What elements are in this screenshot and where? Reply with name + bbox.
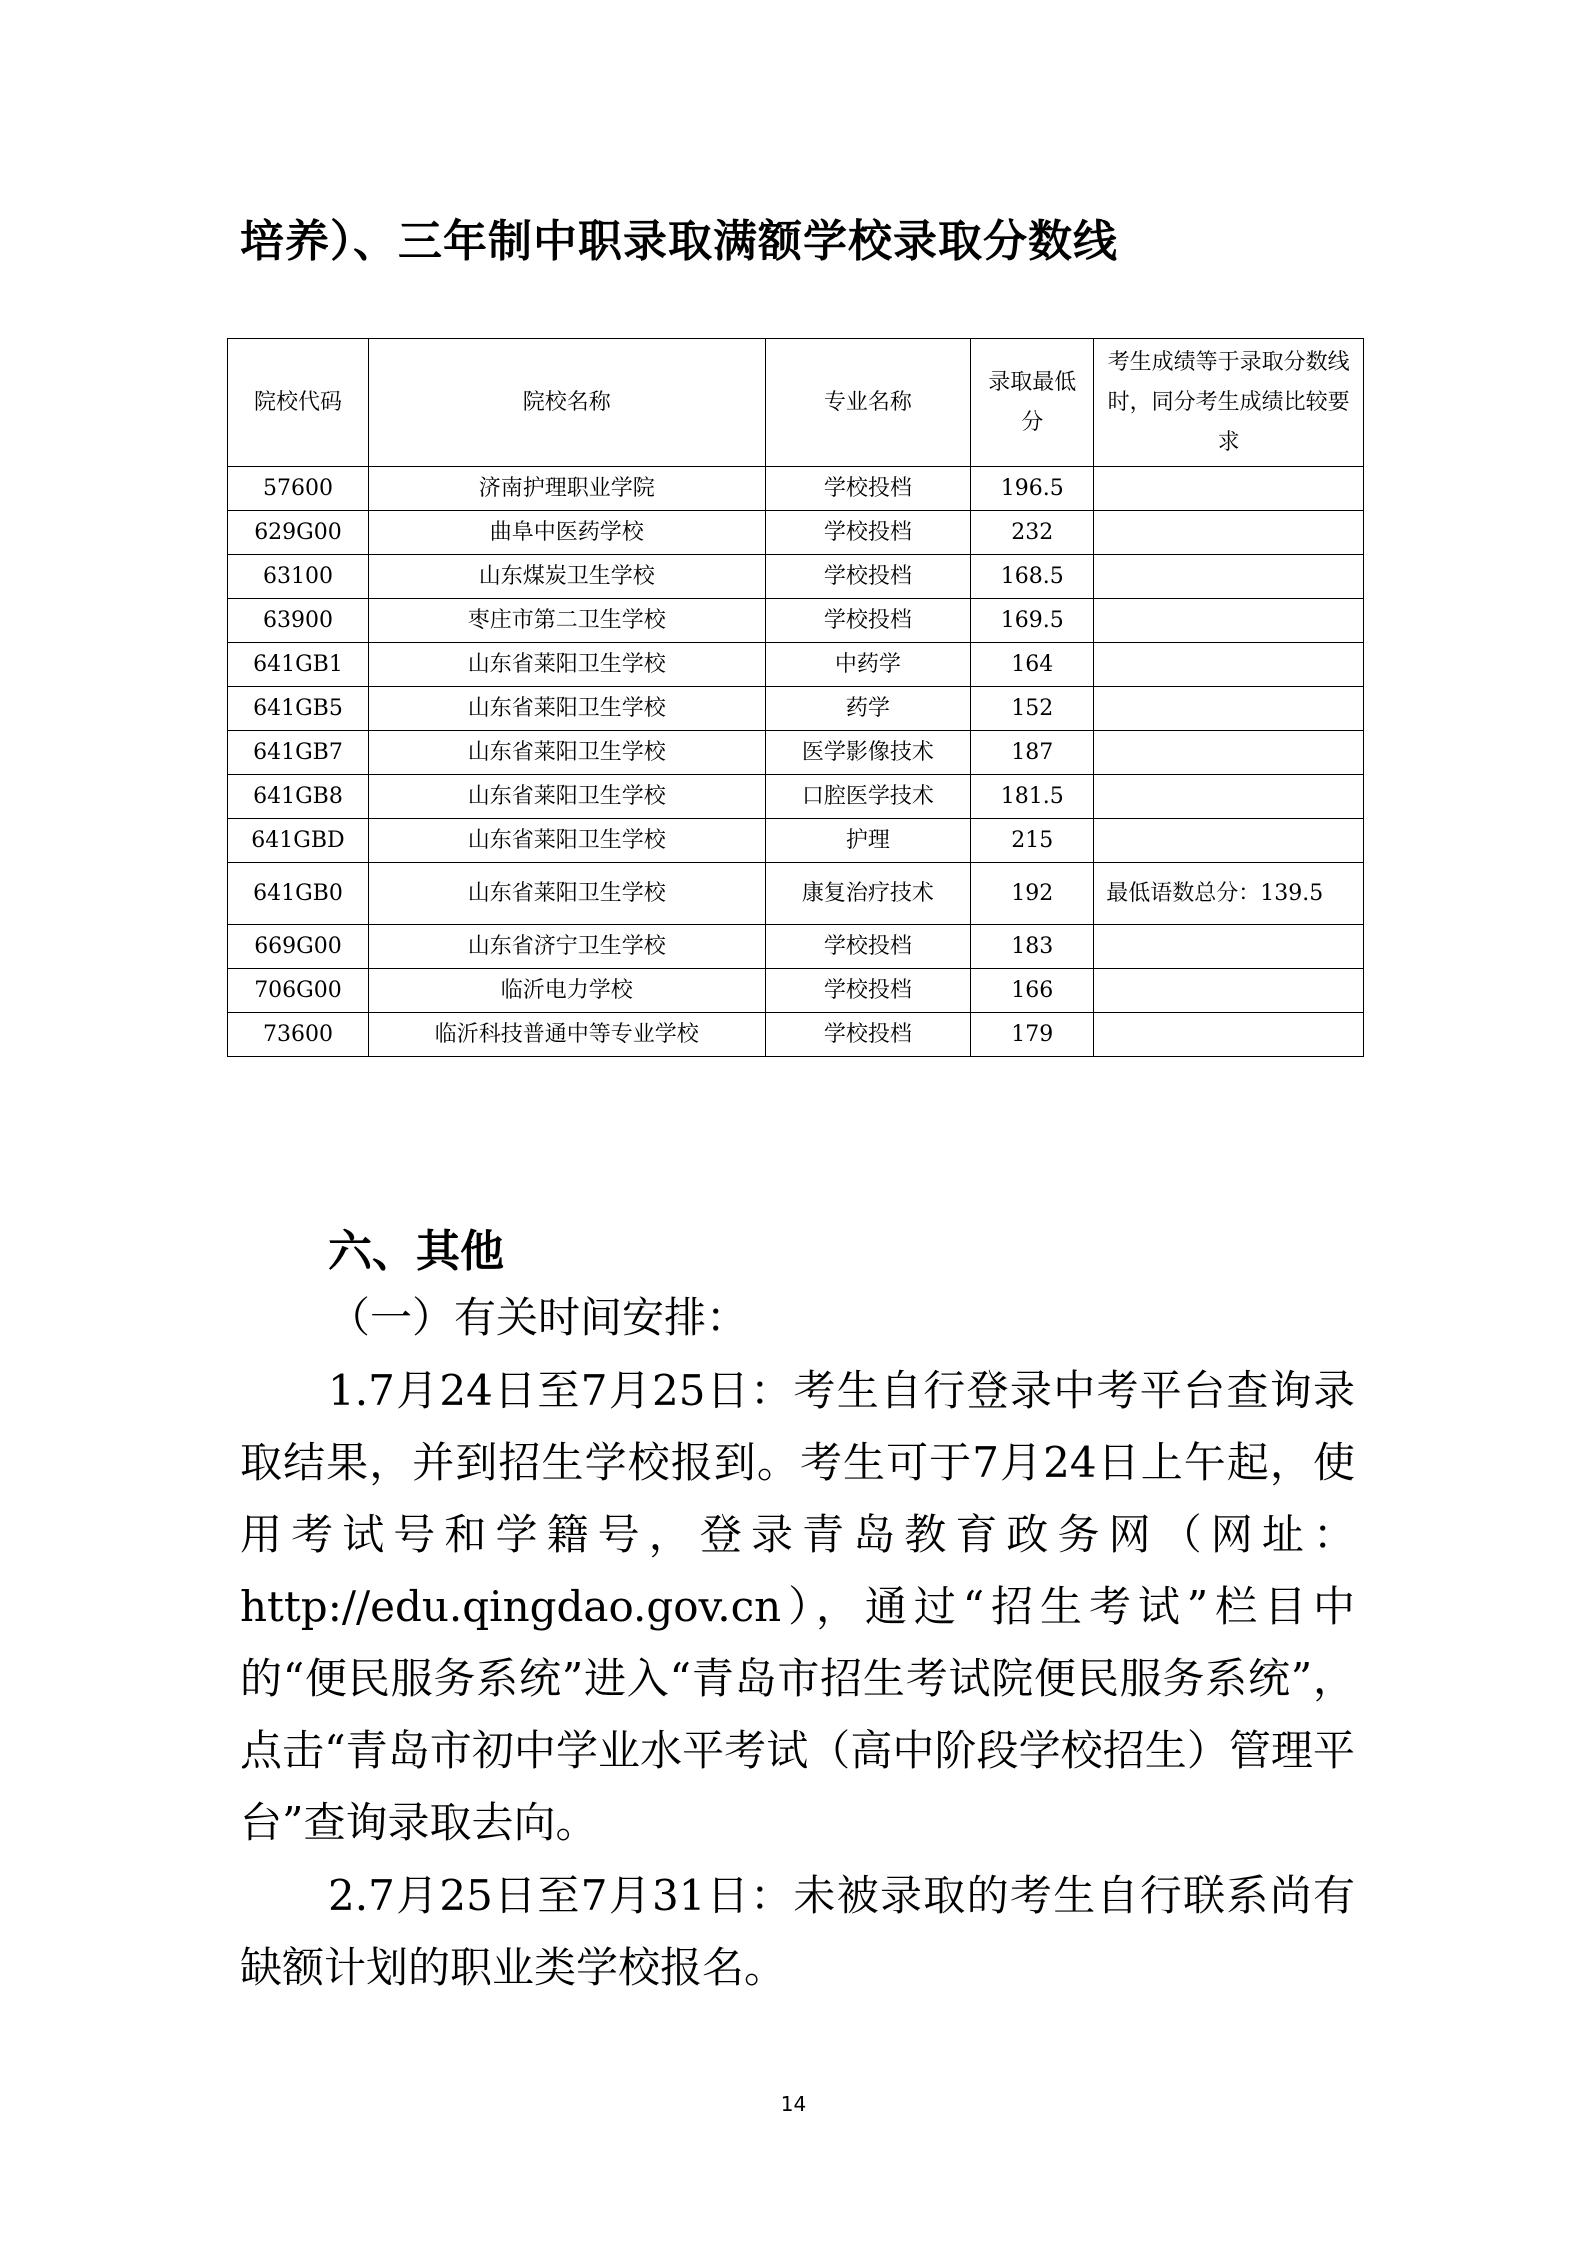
cell-min-score: 196.5 — [971, 467, 1094, 511]
cell-min-score: 166 — [971, 969, 1094, 1013]
cell-school-code: 641GB1 — [228, 643, 369, 687]
header-school-code: 院校代码 — [228, 339, 369, 467]
cell-tie-rule — [1094, 599, 1364, 643]
cell-school-code: 641GB5 — [228, 687, 369, 731]
cell-tie-rule: 最低语数总分：139.5 — [1094, 863, 1364, 925]
cell-school-code: 641GB7 — [228, 731, 369, 775]
cell-major-name: 学校投档 — [765, 599, 971, 643]
cell-school-code: 57600 — [228, 467, 369, 511]
cell-school-name: 山东省莱阳卫生学校 — [368, 731, 765, 775]
cell-school-code: 706G00 — [228, 969, 369, 1013]
table-row — [228, 511, 1364, 555]
cell-min-score: 179 — [971, 1013, 1094, 1057]
cell-school-name: 山东省莱阳卫生学校 — [368, 863, 765, 925]
cell-tie-rule — [1094, 511, 1364, 555]
table-row — [228, 969, 1364, 1013]
cell-min-score: 152 — [971, 687, 1094, 731]
cell-major-name: 学校投档 — [765, 969, 971, 1013]
cell-school-name: 山东省济宁卫生学校 — [368, 925, 765, 969]
cell-major-name: 学校投档 — [765, 467, 971, 511]
header-tie-rule: 考生成绩等于录取分数线时，同分考生成绩比较要求 — [1094, 339, 1364, 467]
cell-min-score: 215 — [971, 819, 1094, 863]
header-major-name: 专业名称 — [765, 339, 971, 467]
cell-major-name: 学校投档 — [765, 1013, 971, 1057]
cell-min-score: 164 — [971, 643, 1094, 687]
cell-tie-rule — [1094, 731, 1364, 775]
cell-school-name: 山东省莱阳卫生学校 — [368, 643, 765, 687]
table-row — [228, 819, 1364, 863]
cell-school-code: 669G00 — [228, 925, 369, 969]
table-row — [228, 467, 1364, 511]
cell-major-name: 医学影像技术 — [765, 731, 971, 775]
cell-major-name: 学校投档 — [765, 555, 971, 599]
cell-school-name: 山东省莱阳卫生学校 — [368, 819, 765, 863]
cell-tie-rule — [1094, 969, 1364, 1013]
table-row — [228, 643, 1364, 687]
cell-tie-rule — [1094, 925, 1364, 969]
section-subtitle: （一）有关时间安排： — [328, 1293, 749, 1342]
cell-major-name: 学校投档 — [765, 511, 971, 555]
cell-tie-rule — [1094, 467, 1364, 511]
cell-tie-rule — [1094, 687, 1364, 731]
table-row — [228, 863, 1364, 925]
section-title: 六、其他 — [328, 1226, 504, 1277]
cell-major-name: 学校投档 — [765, 925, 971, 969]
cell-school-name: 临沂电力学校 — [368, 969, 765, 1013]
table-row — [228, 687, 1364, 731]
cell-school-code: 641GB8 — [228, 775, 369, 819]
admission-score-table — [227, 338, 1364, 1057]
cell-tie-rule — [1094, 643, 1364, 687]
header-min-score: 录取最低分 — [971, 339, 1094, 467]
cell-school-name: 山东省莱阳卫生学校 — [368, 775, 765, 819]
cell-min-score: 187 — [971, 731, 1094, 775]
cell-school-code: 641GBD — [228, 819, 369, 863]
cell-school-code: 63900 — [228, 599, 369, 643]
table-row — [228, 599, 1364, 643]
paragraph-schedule-2: 2.7月25日至7月31日：未被录取的考生自行联系尚有缺额计划的职业类学校报名。 — [240, 1871, 1355, 1992]
page-number: 14 — [780, 2092, 807, 2116]
cell-min-score: 181.5 — [971, 775, 1094, 819]
table-header-row — [228, 339, 1364, 467]
cell-major-name: 康复治疗技术 — [765, 863, 971, 925]
cell-school-name: 枣庄市第二卫生学校 — [368, 599, 765, 643]
cell-school-code: 641GB0 — [228, 863, 369, 925]
cell-tie-rule — [1094, 775, 1364, 819]
cell-tie-rule — [1094, 819, 1364, 863]
cell-min-score: 192 — [971, 863, 1094, 925]
cell-school-name: 济南护理职业学院 — [368, 467, 765, 511]
header-school-name: 院校名称 — [368, 339, 765, 467]
cell-school-code: 629G00 — [228, 511, 369, 555]
cell-school-name: 山东省莱阳卫生学校 — [368, 687, 765, 731]
table-row — [228, 555, 1364, 599]
page-heading: 培养）、三年制中职录取满额学校录取分数线 — [240, 216, 1118, 267]
cell-tie-rule — [1094, 1013, 1364, 1057]
table-row — [228, 731, 1364, 775]
table-row — [228, 775, 1364, 819]
cell-school-name: 曲阜中医药学校 — [368, 511, 765, 555]
cell-school-code: 73600 — [228, 1013, 369, 1057]
cell-min-score: 183 — [971, 925, 1094, 969]
cell-major-name: 药学 — [765, 687, 971, 731]
cell-school-name: 临沂科技普通中等专业学校 — [368, 1013, 765, 1057]
cell-min-score: 169.5 — [971, 599, 1094, 643]
cell-major-name: 中药学 — [765, 643, 971, 687]
cell-school-name: 山东煤炭卫生学校 — [368, 555, 765, 599]
cell-tie-rule — [1094, 555, 1364, 599]
cell-min-score: 232 — [971, 511, 1094, 555]
cell-major-name: 口腔医学技术 — [765, 775, 971, 819]
table-row — [228, 925, 1364, 969]
table-row — [228, 1013, 1364, 1057]
cell-min-score: 168.5 — [971, 555, 1094, 599]
paragraph-schedule-1: 1.7月24日至7月25日：考生自行登录中考平台查询录取结果，并到招生学校报到。考生可于7月24日上午起，使用考试号和学籍号，登录青岛教育政务网（网址：http://edu.qingdao.gov.cn），通过“招生考试”栏目中的“便民服务系统”进入“青岛市招生考试院便民服务系统”，点击“青岛市初中学业水平考试（高中阶段学校招生）管理平台”查询录取去向。 — [240, 1366, 1355, 1847]
cell-major-name: 护理 — [765, 819, 971, 863]
cell-school-code: 63100 — [228, 555, 369, 599]
